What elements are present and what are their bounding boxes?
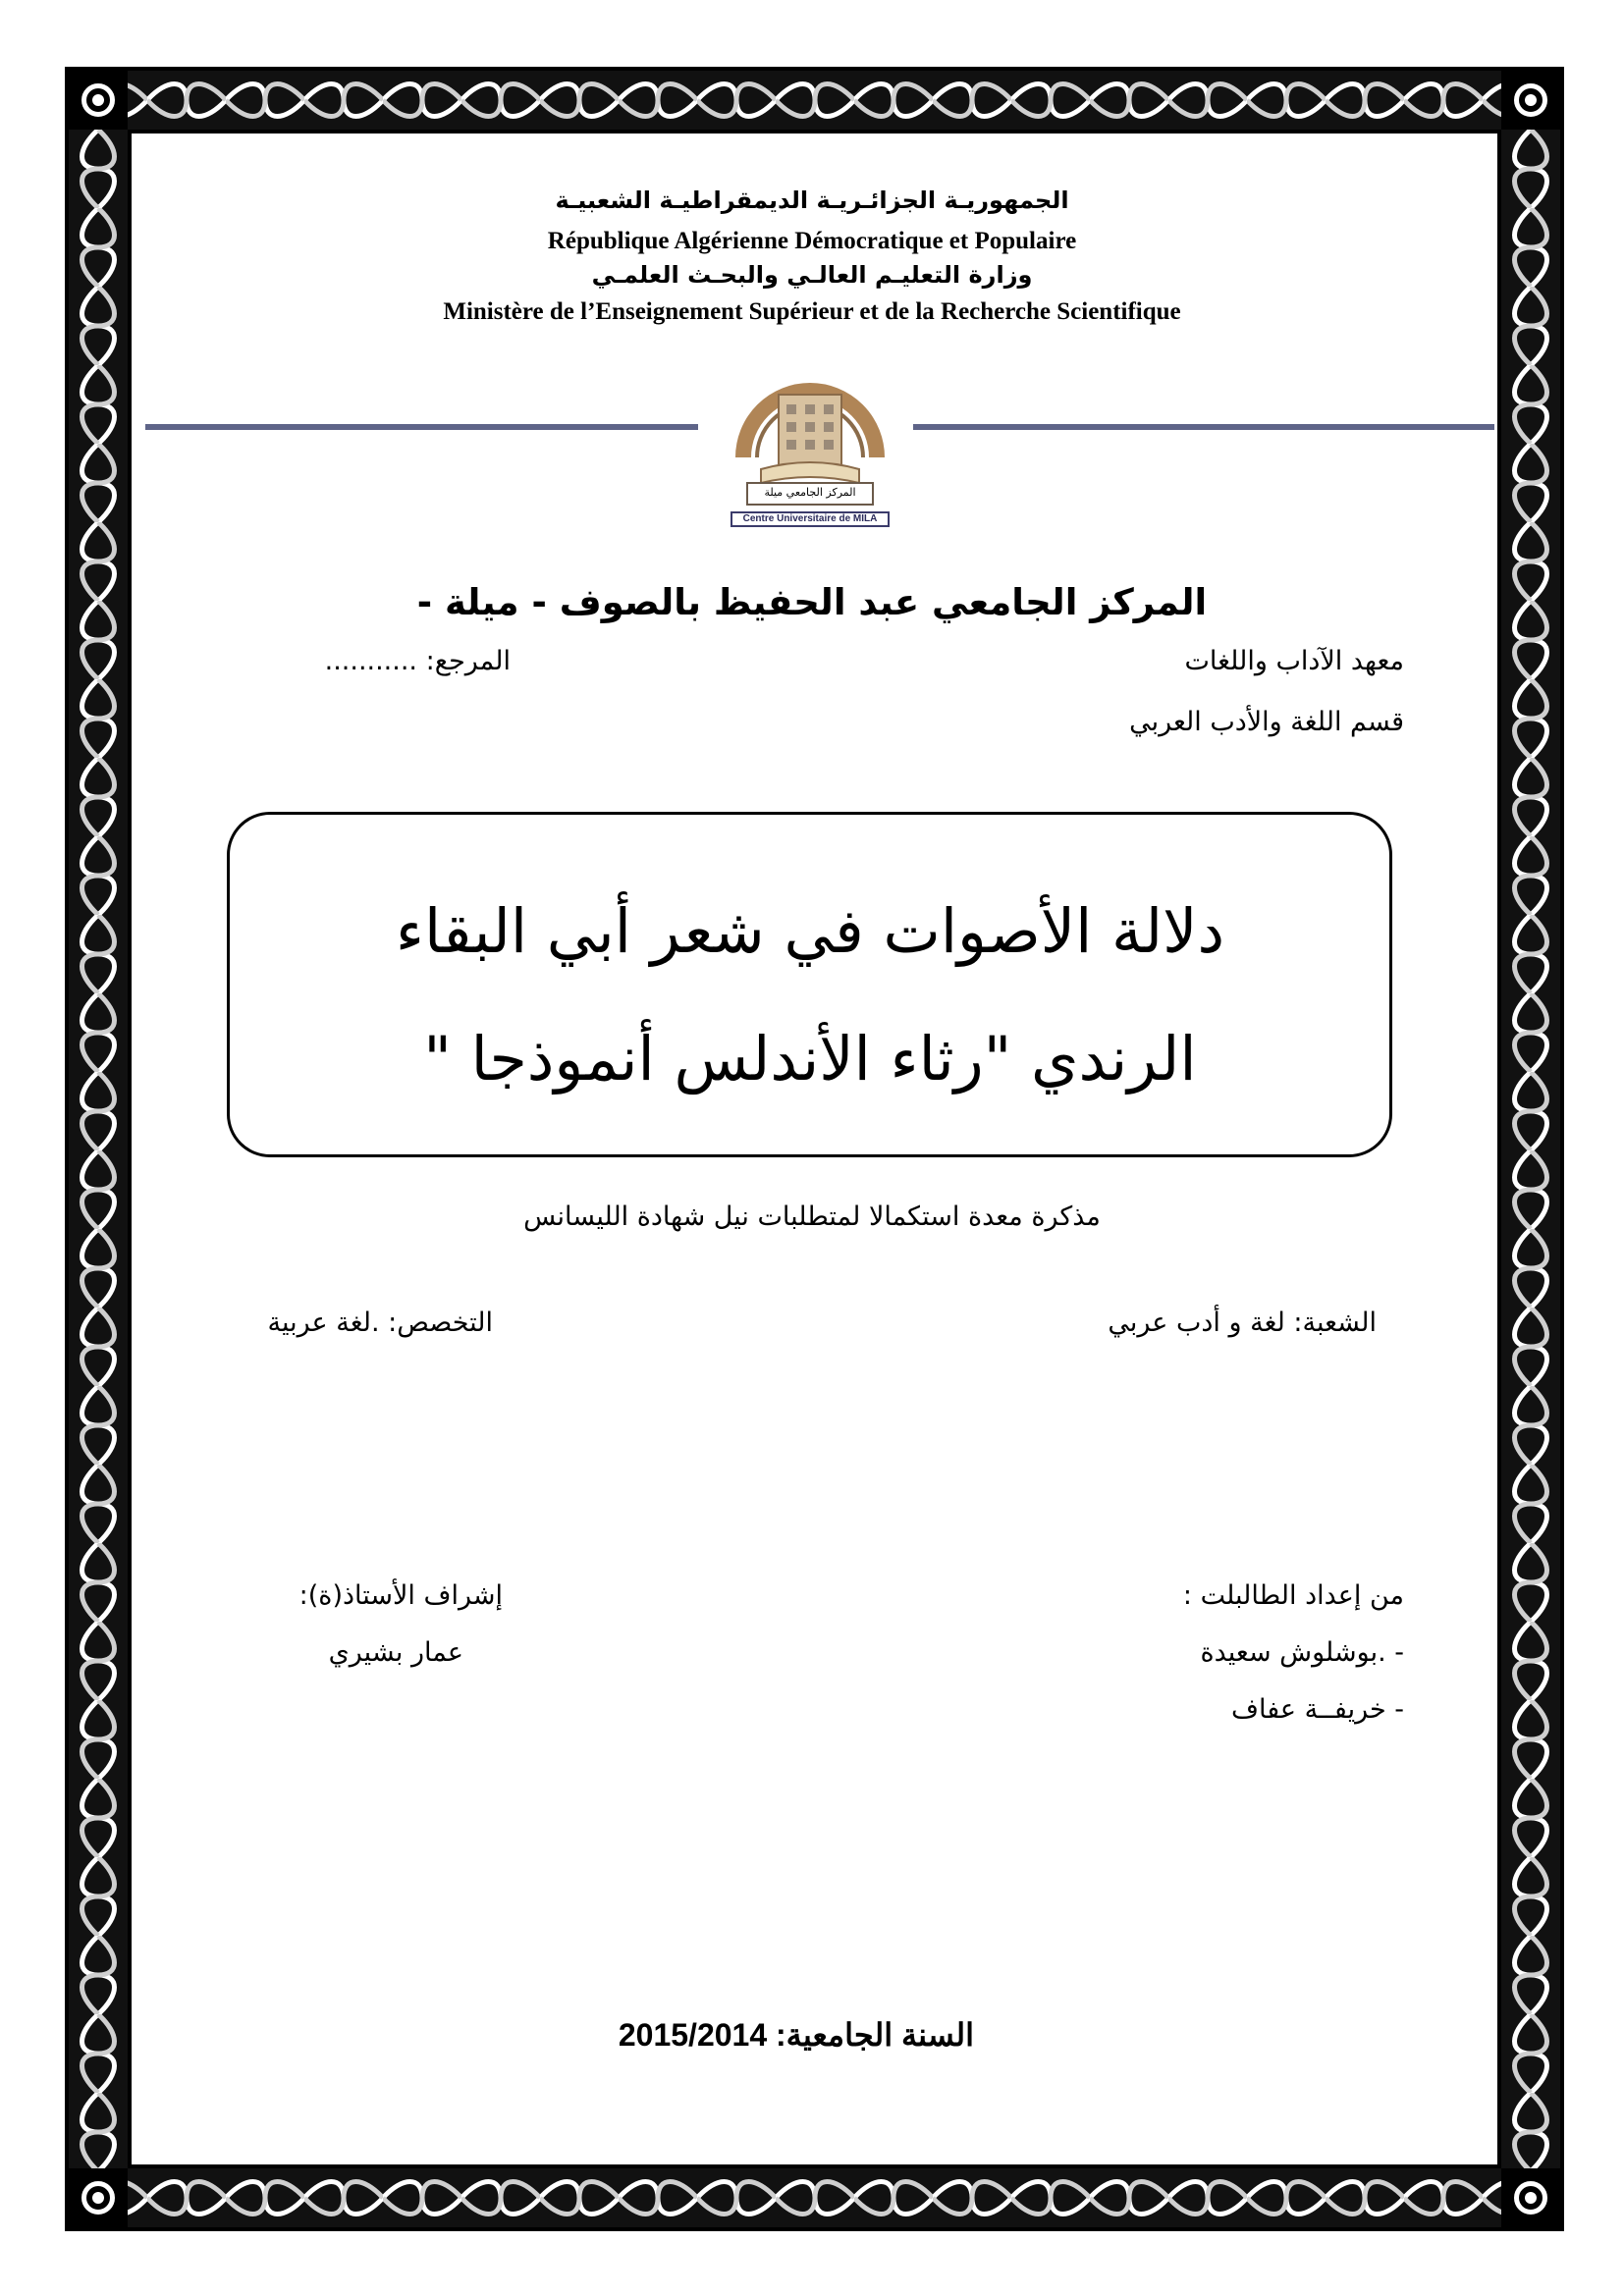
students-label: من إعداد الطالبلت : xyxy=(1182,1580,1404,1611)
ministry-arabic: وزارة التعليـم العالـي والبحـث العلمـي xyxy=(591,261,1033,289)
academic-year-value: 2015/2014 xyxy=(618,2017,768,2053)
corner-ornament-icon xyxy=(69,71,128,130)
corner-ornament-icon xyxy=(1501,2168,1560,2227)
student-name: - خريفــة عفاف xyxy=(1231,1694,1404,1725)
header-rule-right xyxy=(913,424,1494,430)
academic-year-label: السنة الجامعية: xyxy=(776,2017,974,2053)
academic-year xyxy=(589,2016,974,2054)
thesis-title-line2: الرندي "رثاء الأندلس أنموذجا " xyxy=(423,1023,1197,1095)
institute-name: معهد الآداب واللغات xyxy=(1184,646,1404,676)
corner-ornament-icon xyxy=(69,2168,128,2227)
university-logo xyxy=(722,340,898,528)
thesis-purpose: مذكرة معدة استكمالا لمتطلبات نيل شهادة الليسانس xyxy=(523,1201,1101,1232)
branch-field: الشعبة: لغة و أدب عربي xyxy=(1108,1308,1377,1338)
department-name: قسم اللغة والأدب العربي xyxy=(1129,707,1404,737)
ministry-french: Ministère de l’Enseignement Supérieur et de la Recherche Scientifique xyxy=(443,298,1181,325)
supervisor-name: عمار بشيري xyxy=(328,1637,463,1668)
republic-arabic: الجمهوريـة الجزائـريـة الديمقراطيـة الشعبيـة xyxy=(555,187,1069,214)
republic-french: République Algérienne Démocratique et Populaire xyxy=(547,228,1077,254)
institution-name: المركز الجامعي عبد الحفيظ بالصوف - ميلة - xyxy=(416,581,1208,623)
specialty-field: التخصص: .لغة عربية xyxy=(267,1308,493,1338)
supervisor-label: إشراف الأستاذ(ة): xyxy=(298,1580,503,1611)
logo-caption: Centre Universitaire de MILA xyxy=(742,513,878,524)
corner-ornament-icon xyxy=(1501,71,1560,130)
thesis-title-line1: دلالة الأصوات في شعر أبي البقاء xyxy=(395,895,1225,967)
reference-field: المرجع: ........... xyxy=(324,646,511,676)
thesis-title-box xyxy=(227,812,1392,1157)
logo-inner-text: المركز الجامعي ميلة xyxy=(764,486,856,499)
student-name: - .بوشلوش سعيدة xyxy=(1200,1637,1404,1668)
header-rule-left xyxy=(145,424,698,430)
